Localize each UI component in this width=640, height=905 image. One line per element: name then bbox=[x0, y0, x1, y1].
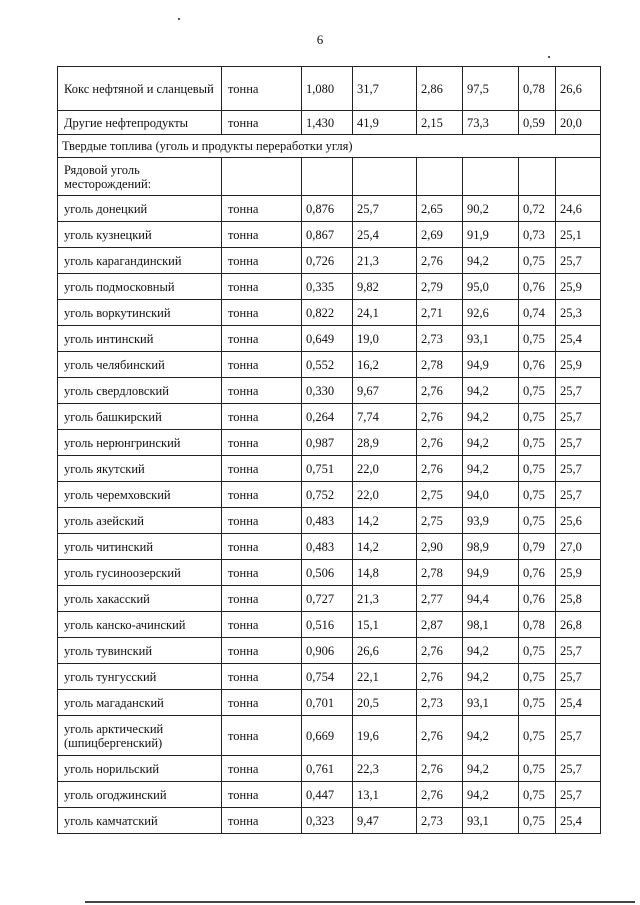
unit-cell: тонна bbox=[222, 67, 302, 111]
unit-cell: тонна bbox=[222, 508, 302, 534]
unit-cell: тонна bbox=[222, 274, 302, 300]
empty-cell bbox=[519, 158, 556, 196]
value-cell-6: 25,4 bbox=[556, 808, 601, 834]
table-row bbox=[58, 534, 601, 560]
value-cell-5: 0,75 bbox=[519, 456, 556, 482]
table-row bbox=[58, 690, 601, 716]
fuel-name-cell: уголь хакасский bbox=[58, 586, 222, 612]
value-cell-5: 0,72 bbox=[519, 196, 556, 222]
section-title: Твердые топлива (уголь и продукты переработки угля) bbox=[58, 135, 601, 158]
unit-cell: тонна bbox=[222, 456, 302, 482]
value-cell-6: 25,7 bbox=[556, 782, 601, 808]
value-cell-1: 0,987 bbox=[302, 430, 353, 456]
value-cell-4: 93,1 bbox=[463, 808, 519, 834]
fuel-name-cell: уголь карагандинский bbox=[58, 248, 222, 274]
fuel-name-cell: Другие нефтепродукты bbox=[58, 111, 222, 135]
value-cell-1: 0,552 bbox=[302, 352, 353, 378]
value-cell-5: 0,75 bbox=[519, 482, 556, 508]
value-cell-5: 0,75 bbox=[519, 378, 556, 404]
value-cell-3: 2,76 bbox=[417, 456, 463, 482]
value-cell-1: 0,701 bbox=[302, 690, 353, 716]
value-cell-6: 26,6 bbox=[556, 67, 601, 111]
empty-cell bbox=[463, 158, 519, 196]
value-cell-3: 2,76 bbox=[417, 664, 463, 690]
value-cell-1: 0,506 bbox=[302, 560, 353, 586]
unit-cell: тонна bbox=[222, 326, 302, 352]
unit-cell: тонна bbox=[222, 638, 302, 664]
unit-cell: тонна bbox=[222, 534, 302, 560]
value-cell-6: 25,7 bbox=[556, 404, 601, 430]
value-cell-1: 0,754 bbox=[302, 664, 353, 690]
table-body bbox=[58, 67, 601, 834]
value-cell-1: 0,727 bbox=[302, 586, 353, 612]
value-cell-2: 21,3 bbox=[353, 586, 417, 612]
value-cell-6: 25,9 bbox=[556, 274, 601, 300]
empty-cell bbox=[417, 158, 463, 196]
table-row bbox=[58, 456, 601, 482]
unit-cell: тонна bbox=[222, 756, 302, 782]
value-cell-3: 2,75 bbox=[417, 482, 463, 508]
value-cell-5: 0,75 bbox=[519, 756, 556, 782]
value-cell-4: 94,2 bbox=[463, 664, 519, 690]
value-cell-6: 27,0 bbox=[556, 534, 601, 560]
fuel-name-cell: уголь кузнецкий bbox=[58, 222, 222, 248]
table-row bbox=[58, 326, 601, 352]
value-cell-5: 0,75 bbox=[519, 326, 556, 352]
value-cell-3: 2,15 bbox=[417, 111, 463, 135]
value-cell-2: 16,2 bbox=[353, 352, 417, 378]
value-cell-3: 2,76 bbox=[417, 430, 463, 456]
unit-cell: тонна bbox=[222, 111, 302, 135]
value-cell-3: 2,90 bbox=[417, 534, 463, 560]
fuel-name-cell: уголь тунгусский bbox=[58, 664, 222, 690]
table-row bbox=[58, 67, 601, 111]
table-row bbox=[58, 782, 601, 808]
value-cell-4: 94,0 bbox=[463, 482, 519, 508]
value-cell-4: 94,2 bbox=[463, 378, 519, 404]
value-cell-2: 7,74 bbox=[353, 404, 417, 430]
value-cell-3: 2,87 bbox=[417, 612, 463, 638]
fuel-name-cell: уголь интинский bbox=[58, 326, 222, 352]
fuel-name-cell: уголь нерюнгринский bbox=[58, 430, 222, 456]
unit-cell: тонна bbox=[222, 222, 302, 248]
value-cell-6: 25,7 bbox=[556, 716, 601, 756]
value-cell-3: 2,73 bbox=[417, 690, 463, 716]
value-cell-1: 0,669 bbox=[302, 716, 353, 756]
value-cell-6: 25,9 bbox=[556, 352, 601, 378]
value-cell-3: 2,76 bbox=[417, 756, 463, 782]
table-row bbox=[58, 664, 601, 690]
value-cell-4: 93,9 bbox=[463, 508, 519, 534]
fuel-name-cell: уголь тувинский bbox=[58, 638, 222, 664]
value-cell-6: 25,6 bbox=[556, 508, 601, 534]
value-cell-3: 2,77 bbox=[417, 586, 463, 612]
value-cell-5: 0,75 bbox=[519, 430, 556, 456]
value-cell-5: 0,74 bbox=[519, 300, 556, 326]
value-cell-6: 25,4 bbox=[556, 690, 601, 716]
table-row bbox=[58, 222, 601, 248]
fuel-name-cell: уголь черемховский bbox=[58, 482, 222, 508]
value-cell-2: 9,67 bbox=[353, 378, 417, 404]
page-number: 6 bbox=[316, 32, 324, 47]
fuel-name-cell: уголь магаданский bbox=[58, 690, 222, 716]
value-cell-4: 93,1 bbox=[463, 690, 519, 716]
empty-cell bbox=[222, 158, 302, 196]
value-cell-5: 0,76 bbox=[519, 560, 556, 586]
value-cell-6: 25,7 bbox=[556, 430, 601, 456]
value-cell-4: 94,2 bbox=[463, 782, 519, 808]
fuel-name-cell: уголь донецкий bbox=[58, 196, 222, 222]
value-cell-3: 2,65 bbox=[417, 196, 463, 222]
value-cell-2: 22,1 bbox=[353, 664, 417, 690]
value-cell-5: 0,76 bbox=[519, 352, 556, 378]
value-cell-1: 0,323 bbox=[302, 808, 353, 834]
scan-speck bbox=[548, 56, 550, 58]
fuel-name-cell: уголь азейский bbox=[58, 508, 222, 534]
value-cell-1: 0,867 bbox=[302, 222, 353, 248]
value-cell-1: 0,906 bbox=[302, 638, 353, 664]
table-row bbox=[58, 560, 601, 586]
value-cell-5: 0,75 bbox=[519, 508, 556, 534]
value-cell-2: 13,1 bbox=[353, 782, 417, 808]
value-cell-5: 0,75 bbox=[519, 664, 556, 690]
value-cell-1: 0,335 bbox=[302, 274, 353, 300]
value-cell-5: 0,73 bbox=[519, 222, 556, 248]
value-cell-1: 0,483 bbox=[302, 508, 353, 534]
value-cell-1: 0,726 bbox=[302, 248, 353, 274]
table-row bbox=[58, 808, 601, 834]
empty-cell bbox=[556, 158, 601, 196]
value-cell-1: 0,649 bbox=[302, 326, 353, 352]
table-row bbox=[58, 196, 601, 222]
table-row bbox=[58, 352, 601, 378]
value-cell-3: 2,69 bbox=[417, 222, 463, 248]
unit-cell: тонна bbox=[222, 352, 302, 378]
value-cell-1: 0,752 bbox=[302, 482, 353, 508]
fuel-name-cell: уголь якутский bbox=[58, 456, 222, 482]
value-cell-1: 0,876 bbox=[302, 196, 353, 222]
value-cell-5: 0,75 bbox=[519, 248, 556, 274]
value-cell-6: 25,7 bbox=[556, 248, 601, 274]
value-cell-2: 22,0 bbox=[353, 456, 417, 482]
value-cell-6: 25,7 bbox=[556, 456, 601, 482]
table-row bbox=[58, 274, 601, 300]
value-cell-4: 73,3 bbox=[463, 111, 519, 135]
value-cell-3: 2,76 bbox=[417, 716, 463, 756]
value-cell-6: 25,7 bbox=[556, 664, 601, 690]
fuel-name-cell: уголь канско-ачинский bbox=[58, 612, 222, 638]
value-cell-1: 0,761 bbox=[302, 756, 353, 782]
value-cell-5: 0,78 bbox=[519, 612, 556, 638]
table-row bbox=[58, 756, 601, 782]
value-cell-4: 94,4 bbox=[463, 586, 519, 612]
value-cell-3: 2,75 bbox=[417, 508, 463, 534]
value-cell-5: 0,76 bbox=[519, 586, 556, 612]
table-row bbox=[58, 404, 601, 430]
table-row bbox=[58, 248, 601, 274]
value-cell-2: 21,3 bbox=[353, 248, 417, 274]
value-cell-1: 0,516 bbox=[302, 612, 353, 638]
unit-cell: тонна bbox=[222, 248, 302, 274]
value-cell-4: 93,1 bbox=[463, 326, 519, 352]
unit-cell: тонна bbox=[222, 782, 302, 808]
value-cell-2: 25,4 bbox=[353, 222, 417, 248]
table-row bbox=[58, 430, 601, 456]
value-cell-3: 2,73 bbox=[417, 808, 463, 834]
value-cell-6: 25,1 bbox=[556, 222, 601, 248]
value-cell-3: 2,78 bbox=[417, 352, 463, 378]
unit-cell: тонна bbox=[222, 612, 302, 638]
unit-cell: тонна bbox=[222, 378, 302, 404]
value-cell-4: 98,1 bbox=[463, 612, 519, 638]
value-cell-2: 19,0 bbox=[353, 326, 417, 352]
subsection-row bbox=[58, 158, 601, 196]
value-cell-2: 14,2 bbox=[353, 534, 417, 560]
value-cell-1: 0,822 bbox=[302, 300, 353, 326]
value-cell-3: 2,79 bbox=[417, 274, 463, 300]
value-cell-4: 94,2 bbox=[463, 638, 519, 664]
fuel-name-cell: уголь арктический (шпицбергенский) bbox=[58, 716, 222, 756]
value-cell-6: 25,7 bbox=[556, 482, 601, 508]
value-cell-4: 95,0 bbox=[463, 274, 519, 300]
value-cell-3: 2,76 bbox=[417, 248, 463, 274]
unit-cell: тонна bbox=[222, 690, 302, 716]
value-cell-4: 92,6 bbox=[463, 300, 519, 326]
unit-cell: тонна bbox=[222, 808, 302, 834]
value-cell-2: 24,1 bbox=[353, 300, 417, 326]
value-cell-2: 20,5 bbox=[353, 690, 417, 716]
value-cell-1: 0,264 bbox=[302, 404, 353, 430]
value-cell-5: 0,79 bbox=[519, 534, 556, 560]
value-cell-6: 26,8 bbox=[556, 612, 601, 638]
table-row bbox=[58, 482, 601, 508]
value-cell-4: 94,9 bbox=[463, 352, 519, 378]
value-cell-6: 20,0 bbox=[556, 111, 601, 135]
fuel-name-cell: уголь гусиноозерский bbox=[58, 560, 222, 586]
unit-cell: тонна bbox=[222, 560, 302, 586]
fuel-name-cell: уголь башкирский bbox=[58, 404, 222, 430]
value-cell-6: 25,7 bbox=[556, 756, 601, 782]
table-row bbox=[58, 508, 601, 534]
value-cell-3: 2,76 bbox=[417, 782, 463, 808]
value-cell-5: 0,75 bbox=[519, 808, 556, 834]
emission-factors-table bbox=[57, 66, 601, 834]
value-cell-3: 2,76 bbox=[417, 638, 463, 664]
value-cell-4: 94,2 bbox=[463, 404, 519, 430]
table-row bbox=[58, 638, 601, 664]
value-cell-4: 91,9 bbox=[463, 222, 519, 248]
value-cell-2: 28,9 bbox=[353, 430, 417, 456]
value-cell-6: 25,7 bbox=[556, 638, 601, 664]
value-cell-5: 0,75 bbox=[519, 716, 556, 756]
value-cell-2: 26,6 bbox=[353, 638, 417, 664]
fuel-name-cell: уголь воркутинский bbox=[58, 300, 222, 326]
value-cell-3: 2,78 bbox=[417, 560, 463, 586]
fuel-name-cell: Кокс нефтяной и сланцевый bbox=[58, 67, 222, 111]
value-cell-5: 0,75 bbox=[519, 404, 556, 430]
fuel-name-cell: уголь норильский bbox=[58, 756, 222, 782]
value-cell-2: 9,47 bbox=[353, 808, 417, 834]
scan-edge-line bbox=[85, 901, 635, 903]
fuel-name-cell: уголь свердловский bbox=[58, 378, 222, 404]
value-cell-2: 22,3 bbox=[353, 756, 417, 782]
unit-cell: тонна bbox=[222, 196, 302, 222]
empty-cell bbox=[302, 158, 353, 196]
value-cell-2: 22,0 bbox=[353, 482, 417, 508]
fuel-name-cell: уголь камчатский bbox=[58, 808, 222, 834]
unit-cell: тонна bbox=[222, 664, 302, 690]
value-cell-1: 0,447 bbox=[302, 782, 353, 808]
value-cell-4: 98,9 bbox=[463, 534, 519, 560]
value-cell-5: 0,75 bbox=[519, 690, 556, 716]
value-cell-2: 31,7 bbox=[353, 67, 417, 111]
unit-cell: тонна bbox=[222, 482, 302, 508]
value-cell-4: 97,5 bbox=[463, 67, 519, 111]
value-cell-1: 0,751 bbox=[302, 456, 353, 482]
value-cell-5: 0,59 bbox=[519, 111, 556, 135]
table-row bbox=[58, 716, 601, 756]
unit-cell: тонна bbox=[222, 430, 302, 456]
value-cell-2: 25,7 bbox=[353, 196, 417, 222]
value-cell-3: 2,71 bbox=[417, 300, 463, 326]
value-cell-4: 90,2 bbox=[463, 196, 519, 222]
fuel-name-cell: уголь читинский bbox=[58, 534, 222, 560]
fuel-name-cell: уголь подмосковный bbox=[58, 274, 222, 300]
table-row bbox=[58, 300, 601, 326]
unit-cell: тонна bbox=[222, 716, 302, 756]
value-cell-3: 2,76 bbox=[417, 378, 463, 404]
value-cell-3: 2,86 bbox=[417, 67, 463, 111]
value-cell-4: 94,9 bbox=[463, 560, 519, 586]
value-cell-3: 2,73 bbox=[417, 326, 463, 352]
subsection-title: Рядовой уголь месторождений: bbox=[58, 158, 222, 196]
value-cell-1: 1,080 bbox=[302, 67, 353, 111]
value-cell-6: 25,9 bbox=[556, 560, 601, 586]
empty-cell bbox=[353, 158, 417, 196]
value-cell-6: 24,6 bbox=[556, 196, 601, 222]
value-cell-2: 14,2 bbox=[353, 508, 417, 534]
value-cell-2: 15,1 bbox=[353, 612, 417, 638]
value-cell-5: 0,75 bbox=[519, 638, 556, 664]
value-cell-2: 19,6 bbox=[353, 716, 417, 756]
value-cell-3: 2,76 bbox=[417, 404, 463, 430]
value-cell-1: 0,483 bbox=[302, 534, 353, 560]
value-cell-5: 0,76 bbox=[519, 274, 556, 300]
value-cell-4: 94,2 bbox=[463, 716, 519, 756]
table-row bbox=[58, 378, 601, 404]
section-row bbox=[58, 135, 601, 158]
fuel-name-cell: уголь огоджинский bbox=[58, 782, 222, 808]
value-cell-4: 94,2 bbox=[463, 456, 519, 482]
table-row bbox=[58, 612, 601, 638]
value-cell-4: 94,2 bbox=[463, 430, 519, 456]
value-cell-1: 1,430 bbox=[302, 111, 353, 135]
value-cell-4: 94,2 bbox=[463, 248, 519, 274]
scan-speck bbox=[178, 18, 180, 20]
value-cell-2: 14,8 bbox=[353, 560, 417, 586]
value-cell-4: 94,2 bbox=[463, 756, 519, 782]
unit-cell: тонна bbox=[222, 586, 302, 612]
table-row bbox=[58, 586, 601, 612]
value-cell-5: 0,75 bbox=[519, 782, 556, 808]
value-cell-6: 25,8 bbox=[556, 586, 601, 612]
fuel-name-cell: уголь челябинский bbox=[58, 352, 222, 378]
value-cell-1: 0,330 bbox=[302, 378, 353, 404]
value-cell-6: 25,4 bbox=[556, 326, 601, 352]
value-cell-6: 25,7 bbox=[556, 378, 601, 404]
value-cell-2: 9,82 bbox=[353, 274, 417, 300]
unit-cell: тонна bbox=[222, 300, 302, 326]
table-row bbox=[58, 111, 601, 135]
unit-cell: тонна bbox=[222, 404, 302, 430]
value-cell-2: 41,9 bbox=[353, 111, 417, 135]
value-cell-6: 25,3 bbox=[556, 300, 601, 326]
value-cell-5: 0,78 bbox=[519, 67, 556, 111]
